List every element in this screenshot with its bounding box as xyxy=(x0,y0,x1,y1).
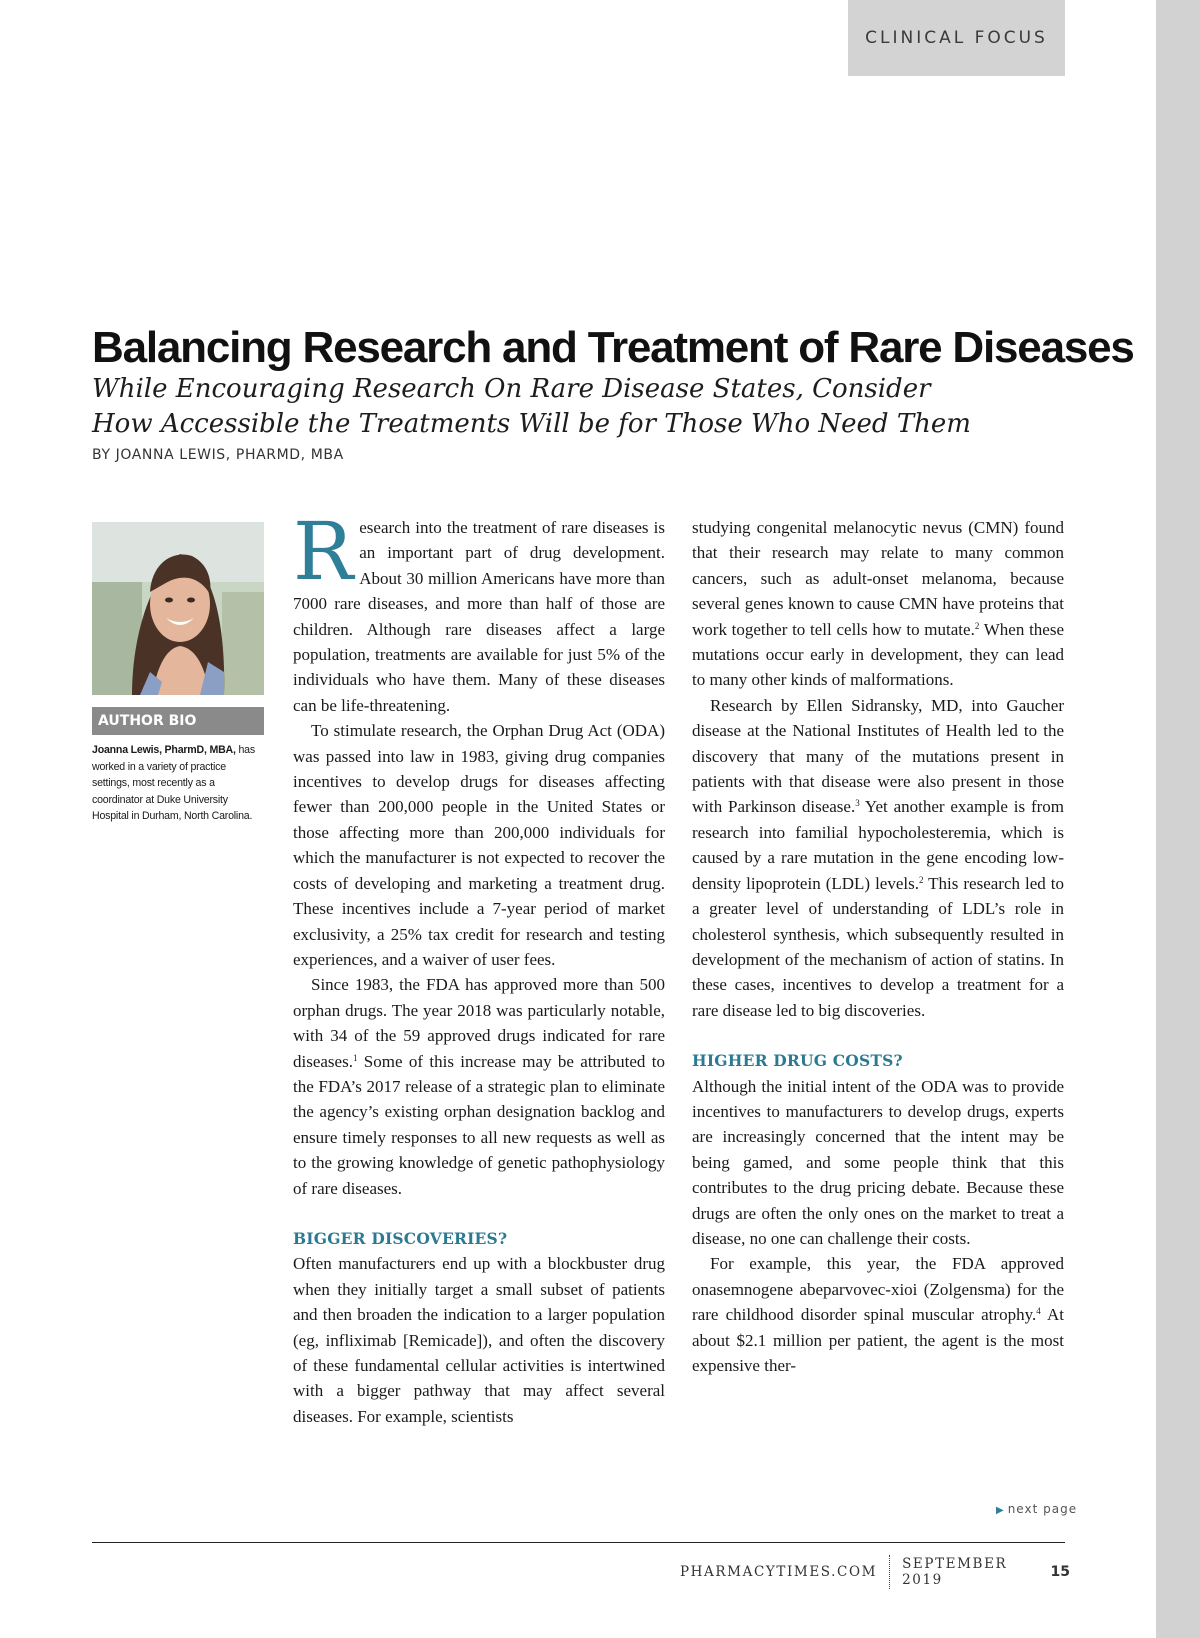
page-footer xyxy=(680,1558,1070,1586)
paragraph-text: Some of this increase may be attributed to the FDA’s 2017 release of a strategic plan to eliminate the agency’s existing orphan designation backlog and ensure timely responses to all new requests as well as to the growing knowledge of genetic pathophysiology of rare diseases. xyxy=(293,1051,665,1198)
footer-rule xyxy=(92,1542,1065,1543)
paragraph-text: studying congenital melanocytic nevus (CMN) found that their research may relate to many common cancers, such as adult-onset melanoma, because several genes known to cause CMN have proteins that work together to tell cells how to mutate. xyxy=(692,518,1064,639)
author-bio-heading: AUTHOR BIO xyxy=(92,707,264,735)
reference-superscript: 4 xyxy=(1036,1306,1041,1317)
article-column-1 xyxy=(293,505,665,1429)
paragraph xyxy=(293,718,665,972)
page-edge-strip xyxy=(1156,0,1200,1638)
author-photo xyxy=(92,522,264,695)
paragraph-text: Often manufacturers end up with a blockbuster drug when they initially target a small subset of patients and then broaden the indication to a larger population (eg, infliximab [Remicade]), and often the discovery of these fundamental cellular activities is intertwined with a bigger pathway that may affect several diseases. For example, scientists xyxy=(293,1254,665,1426)
paragraph xyxy=(293,505,665,718)
paragraph-text: Research by Ellen Sidransky, MD, into Gaucher disease at the National Institutes of Health led to the discovery that many of the mutations present in patients with that disease were also present in those with Parkinson disease. xyxy=(692,695,1064,817)
paragraph xyxy=(692,1251,1064,1378)
article-subtitle: While Encouraging Research On Rare Disease States, Consider How Accessible the Treatments Will be for Those Who Need Them xyxy=(92,374,971,439)
paragraph-text: Yet another example is from research into familial hypocholesteremia, which is caused by a rare mutation in the gene encoding low-density lipoprotein (LDL) levels. xyxy=(692,797,1064,893)
article-byline: BY JOANNA LEWIS, PHARMD, MBA xyxy=(92,447,344,463)
next-page-link[interactable] xyxy=(996,1502,1077,1516)
paragraph-text: To stimulate research, the Orphan Drug Act (ODA) was passed into law in 1983, giving drug companies incentives to develop drugs for diseases affecting fewer than 200,000 people in the United States or those affecting more than 200,000 individuals for which the manufacturer is not expected to recover the costs of developing and marketing a treatment drug. These incentives include a 7-year period of market exclusivity, a 25% tax credit for research and testing experiences, and a waiver of user fees. xyxy=(293,721,665,969)
reference-superscript: 3 xyxy=(855,798,860,809)
paragraph xyxy=(293,972,665,1201)
reference-superscript: 2 xyxy=(974,620,980,631)
paragraph-text: Since 1983, the FDA has approved more than 500 orphan drugs. The year 2018 was particularly notable, with 34 of the 59 approved drugs indicated for rare diseases. xyxy=(293,975,665,1071)
paragraph xyxy=(692,1074,1064,1252)
paragraph-text: When these mutations occur early in development, they can lead to many other kinds of malformations. xyxy=(692,619,1064,690)
triangle-right-icon: ▶ xyxy=(996,1505,1005,1516)
reference-superscript: 2 xyxy=(918,874,924,885)
paragraph-text: At about $2.1 million per patient, the agent is the most expensive ther- xyxy=(692,1305,1065,1375)
footer-divider xyxy=(889,1555,890,1589)
paragraph-text: Although the initial intent of the ODA was to provide incentives to manufacturers to develop drugs, experts are increasingly concerned that the intent may be being gamed, and some people think that this contributes to the drug pricing debate. Because these drugs are often the only ones on the market to treat a disease, no one can challenge their costs. xyxy=(692,1076,1064,1248)
paragraph-text: For example, this year, the FDA approved onasemnogene abeparvovec-xioi (Zolgensma) for the rare childhood disorder spinal muscular atrophy. xyxy=(692,1254,1064,1325)
paragraph-text: esearch into the treatment of rare diseases is an important part of drug development. About 30 million Americans have more than 7000 rare diseases, and more than half of those are children. Although rare diseases affect a large population, treatments are available for just 5% of the individuals who have them. Many of these diseases can be life-threatening. xyxy=(293,518,665,715)
author-bio-text xyxy=(92,742,264,825)
reference-superscript: 1 xyxy=(352,1052,358,1063)
page-number: 15 xyxy=(1050,1564,1070,1580)
article-column-2 xyxy=(692,515,1064,1378)
paragraph xyxy=(293,1251,665,1429)
paragraph xyxy=(692,515,1064,693)
section-tab: CLINICAL FOCUS xyxy=(848,0,1065,76)
section-subhead: BIGGER DISCOVERIES? xyxy=(293,1228,508,1248)
section-subhead: HIGHER DRUG COSTS? xyxy=(692,1051,903,1071)
article-title: Balancing Research and Treatment of Rare Diseases xyxy=(92,323,1134,372)
footer-site: PHARMACYTIMES.COM xyxy=(680,1564,878,1580)
paragraph-text: This research led to a greater level of understanding of LDL’s role in cholesterol synthesis, which subsequently resulted in development of the mechanism of action of statins. In these cases, incentives to develop a treatment for a rare disease led to big discoveries. xyxy=(692,873,1065,1020)
author-bio-description: has worked in a variety of practice settings, most recently as a coordinator at Duke University Hospital in Durham, North Carolina. xyxy=(92,744,255,823)
author-name: Joanna Lewis, PharmD, MBA, xyxy=(92,744,236,756)
next-page-label: next page xyxy=(1007,1502,1078,1516)
footer-issue: SEPTEMBER 2019 xyxy=(902,1556,1008,1588)
drop-cap: R xyxy=(293,505,354,598)
paragraph xyxy=(692,693,1064,1023)
